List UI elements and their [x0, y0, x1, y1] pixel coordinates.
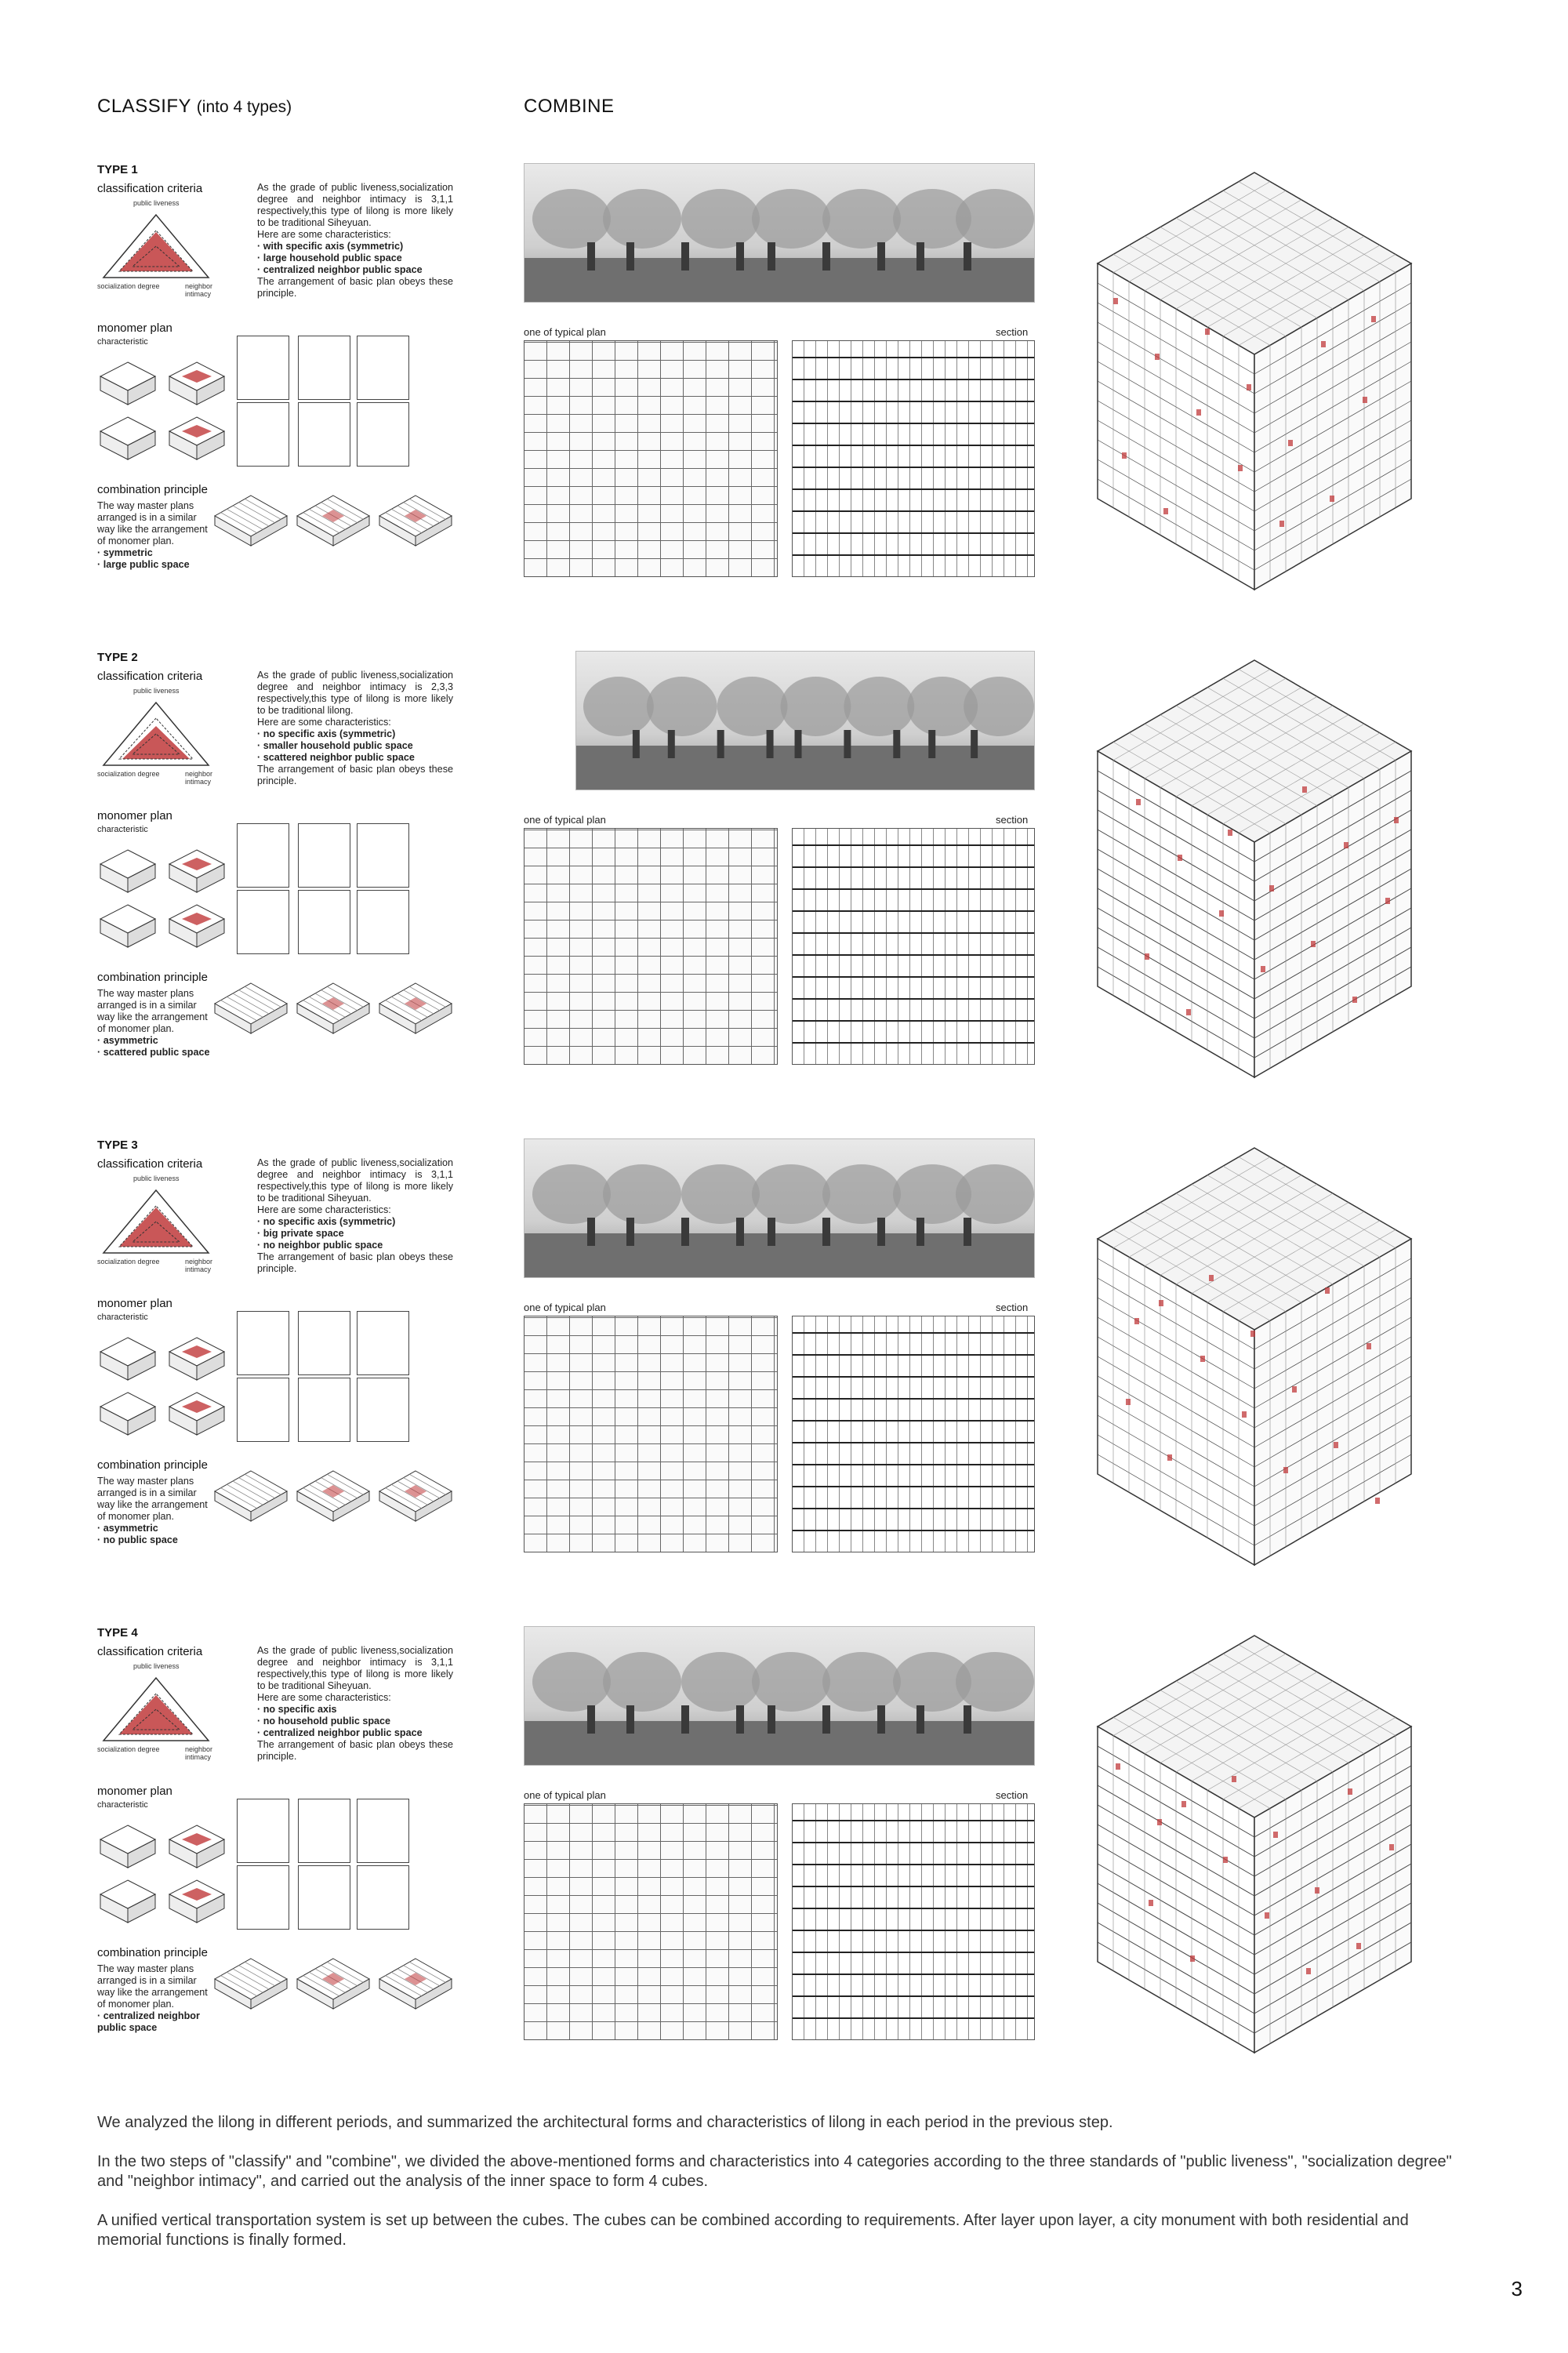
- characteristics-list: [257, 728, 453, 764]
- summary-paragraph-1: We analyzed the lilong in different periods, and summarized the architectural forms and characteristics of lilong in each period in the previous step.: [97, 2114, 1113, 2131]
- description-text: As the grade of public liveness,socialization degree and neighbor intimacy is 3,1,1 respectively,this type of lilong is more likely to be traditional Siheyuan.: [257, 1157, 453, 1204]
- monomer-plan-drawing: [298, 336, 350, 400]
- perspective-rendering: [524, 163, 1035, 303]
- monomer-tile: [97, 1822, 158, 1875]
- combination-diagram: [376, 492, 455, 553]
- criteria-triangle: [97, 209, 215, 287]
- characteristic-item: · with specific axis (symmetric): [257, 241, 404, 252]
- classification-criteria-label: classification criteria: [97, 1645, 203, 1658]
- combination-point: · centralized neighbor public space: [97, 2010, 200, 2033]
- section-drawing: [792, 340, 1035, 577]
- monomer-plan-drawing: [237, 890, 289, 954]
- monomer-tile: [166, 359, 227, 412]
- characteristic-item: · no specific axis (symmetric): [257, 728, 396, 739]
- monomer-tile: [97, 847, 158, 899]
- isometric-cube-drawing: [1090, 157, 1419, 596]
- monomer-tile-icon: [97, 1822, 158, 1871]
- monomer-tile: [166, 414, 227, 467]
- combination-diagram: [294, 980, 372, 1040]
- monomer-tile: [166, 847, 227, 899]
- monomer-tile: [166, 1822, 227, 1875]
- combination-grid-icon: [212, 1955, 290, 2012]
- characteristics-list: [257, 1216, 453, 1251]
- monomer-tile: [97, 1334, 158, 1387]
- monomer-plan-drawing: [357, 402, 409, 467]
- section-drawing: [792, 828, 1035, 1065]
- combination-description: [97, 500, 215, 571]
- classification-criteria-label: classification criteria: [97, 1157, 203, 1171]
- combination-diagram: [294, 1468, 372, 1528]
- typical-plan-label: one of typical plan: [524, 326, 606, 338]
- typical-plan-label: one of typical plan: [524, 1302, 606, 1313]
- combination-text: The way master plans arranged is in a similar way like the arrangement of monomer plan.: [97, 1963, 208, 2010]
- monomer-plan-drawing: [298, 402, 350, 467]
- combination-point: · large public space: [97, 559, 190, 570]
- combination-point: · scattered public space: [97, 1047, 210, 1058]
- public-liveness-label: public liveness: [133, 687, 180, 695]
- monomer-tile-icon: [97, 1334, 158, 1383]
- description-text: As the grade of public liveness,socialization degree and neighbor intimacy is 2,3,3 respectively,this type of lilong is more likely to be traditional lilong.: [257, 670, 453, 716]
- combination-grid-icon: [212, 980, 290, 1037]
- monomer-plan-drawing: [357, 1799, 409, 1863]
- monomer-tile-icon: [166, 359, 227, 408]
- combination-grid-icon: [212, 1468, 290, 1524]
- characteristics-list: [257, 241, 453, 276]
- public-liveness-label: public liveness: [133, 199, 180, 207]
- section-label: section: [996, 814, 1029, 826]
- cube-model: [1090, 645, 1419, 1088]
- characteristics-intro: Here are some characteristics:: [257, 229, 391, 240]
- characteristic-item: · no specific axis (symmetric): [257, 1216, 396, 1227]
- monomer-plan-drawing: [357, 823, 409, 888]
- combination-diagram: [212, 980, 290, 1040]
- type-title: TYPE 4: [97, 1626, 138, 1639]
- combination-grid-icon: [294, 492, 372, 549]
- monomer-tile-icon: [166, 1822, 227, 1871]
- combination-diagram: [294, 492, 372, 553]
- type-description: [257, 1157, 453, 1275]
- monomer-tile: [97, 1389, 158, 1442]
- classification-criteria-label: classification criteria: [97, 670, 203, 683]
- combine-heading: COMBINE: [524, 96, 615, 117]
- combination-grid-icon: [376, 492, 455, 549]
- combination-description: [97, 988, 215, 1058]
- criteria-triangle-diagram: [97, 1184, 215, 1258]
- combination-point: · symmetric: [97, 547, 153, 558]
- public-liveness-label: public liveness: [133, 1662, 180, 1670]
- monomer-plan-drawing: [357, 1865, 409, 1930]
- monomer-tile-icon: [97, 847, 158, 895]
- monomer-tile: [97, 902, 158, 954]
- section-drawing: [792, 1316, 1035, 1552]
- combination-grid-icon: [294, 980, 372, 1037]
- isometric-cube-drawing: [1090, 1620, 1419, 2059]
- characteristic-label: characteristic: [97, 1800, 148, 1810]
- section-label: section: [996, 1302, 1029, 1313]
- combination-grid-icon: [376, 980, 455, 1037]
- description-text: As the grade of public liveness,socialization degree and neighbor intimacy is 3,1,1 respectively,this type of lilong is more likely to be traditional Siheyuan.: [257, 1645, 453, 1691]
- monomer-plan-label: monomer plan: [97, 809, 172, 822]
- combination-diagram: [376, 980, 455, 1040]
- isometric-cube-drawing: [1090, 645, 1419, 1084]
- combination-principle-label: combination principle: [97, 1946, 208, 1959]
- neighbor-intimacy-label: neighbor intimacy: [185, 770, 213, 786]
- characteristic-label: characteristic: [97, 1313, 148, 1322]
- monomer-tile-icon: [97, 1389, 158, 1438]
- characteristic-item: · big private space: [257, 1228, 344, 1239]
- section-label: section: [996, 326, 1029, 338]
- monomer-plan-drawing: [298, 1378, 350, 1442]
- characteristic-item: · smaller household public space: [257, 740, 413, 751]
- criteria-triangle: [97, 1184, 215, 1262]
- combination-text: The way master plans arranged is in a similar way like the arrangement of monomer plan.: [97, 1476, 208, 1522]
- socialization-degree-label: socialization degree: [97, 1258, 160, 1265]
- characteristics-intro: Here are some characteristics:: [257, 1204, 391, 1215]
- monomer-tile-icon: [166, 847, 227, 895]
- characteristic-item: · no neighbor public space: [257, 1240, 383, 1251]
- monomer-plan-drawing: [237, 1865, 289, 1930]
- type-description: [257, 1645, 453, 1763]
- description-text: As the grade of public liveness,socialization degree and neighbor intimacy is 3,1,1 respectively,this type of lilong is more likely to be traditional Siheyuan.: [257, 182, 453, 228]
- monomer-tile-icon: [166, 1389, 227, 1438]
- arrangement-text: The arrangement of basic plan obeys these principle.: [257, 1739, 453, 1762]
- type-description: [257, 670, 453, 787]
- criteria-triangle-diagram: [97, 696, 215, 771]
- characteristic-item: · scattered neighbor public space: [257, 752, 415, 763]
- characteristic-item: · no specific axis: [257, 1704, 337, 1715]
- neighbor-intimacy-label: neighbor intimacy: [185, 1258, 213, 1273]
- monomer-plan-label: monomer plan: [97, 1785, 172, 1798]
- monomer-tile-icon: [166, 414, 227, 463]
- arrangement-text: The arrangement of basic plan obeys these principle.: [257, 764, 453, 786]
- monomer-tile-icon: [97, 902, 158, 950]
- characteristics-intro: Here are some characteristics:: [257, 717, 391, 728]
- combination-diagram: [376, 1955, 455, 2016]
- monomer-plan-drawing: [237, 1311, 289, 1375]
- combination-diagram: [212, 1955, 290, 2016]
- monomer-plan-label: monomer plan: [97, 321, 172, 335]
- type-block: [0, 651, 1568, 1121]
- monomer-tile: [166, 1877, 227, 1930]
- monomer-plan-drawing: [298, 1799, 350, 1863]
- monomer-tile: [166, 1389, 227, 1442]
- monomer-plan-drawing: [357, 1311, 409, 1375]
- monomer-plan-drawing: [298, 1865, 350, 1930]
- summary-paragraph-3: A unified vertical transportation system is set up between the cubes. The cubes can be combined according to requirements. After layer upon layer, a city monument with both residential and memorial functions is finally formed.: [97, 2212, 1409, 2249]
- rendering-sketch: [524, 1139, 1034, 1277]
- rendering-sketch: [524, 164, 1034, 302]
- monomer-plan-drawing: [357, 890, 409, 954]
- typical-plan-drawing: [524, 1803, 778, 2040]
- cube-model: [1090, 157, 1419, 600]
- combination-description: [97, 1963, 215, 2034]
- typical-plan-label: one of typical plan: [524, 814, 606, 826]
- characteristic-item: · centralized neighbor public space: [257, 264, 423, 275]
- combination-grid-icon: [212, 492, 290, 549]
- perspective-rendering: [524, 1626, 1035, 1766]
- combination-principle-label: combination principle: [97, 971, 208, 984]
- criteria-triangle: [97, 1672, 215, 1750]
- rendering-sketch: [576, 652, 1034, 790]
- combination-grid-icon: [376, 1468, 455, 1524]
- characteristics-intro: Here are some characteristics:: [257, 1692, 391, 1703]
- combination-description: [97, 1476, 215, 1546]
- public-liveness-label: public liveness: [133, 1175, 180, 1182]
- combination-principle-label: combination principle: [97, 483, 208, 496]
- monomer-plan-drawing: [237, 1799, 289, 1863]
- combination-principle-label: combination principle: [97, 1458, 208, 1472]
- typical-plan-label: one of typical plan: [524, 1789, 606, 1801]
- monomer-tile-icon: [97, 414, 158, 463]
- combination-diagram: [376, 1468, 455, 1528]
- type-block: [0, 163, 1568, 634]
- typical-plan-drawing: [524, 828, 778, 1065]
- rendering-sketch: [524, 1627, 1034, 1765]
- characteristic-item: · large household public space: [257, 252, 402, 263]
- combination-grid-icon: [294, 1468, 372, 1524]
- characteristic-label: characteristic: [97, 825, 148, 834]
- isometric-cube-drawing: [1090, 1132, 1419, 1571]
- neighbor-intimacy-label: neighbor intimacy: [185, 1745, 213, 1761]
- monomer-tile: [166, 902, 227, 954]
- section-drawing: [792, 1803, 1035, 2040]
- combination-diagram: [212, 492, 290, 553]
- monomer-tile-icon: [97, 1877, 158, 1926]
- monomer-plan-drawing: [298, 1311, 350, 1375]
- perspective-rendering: [524, 1138, 1035, 1278]
- section-label: section: [996, 1789, 1029, 1801]
- monomer-tile: [166, 1334, 227, 1387]
- criteria-triangle-diagram: [97, 1672, 215, 1746]
- cube-model: [1090, 1132, 1419, 1575]
- type-title: TYPE 3: [97, 1138, 138, 1152]
- monomer-tile-icon: [166, 902, 227, 950]
- monomer-plan-drawing: [237, 402, 289, 467]
- arrangement-text: The arrangement of basic plan obeys these principle.: [257, 1251, 453, 1274]
- typical-plan-drawing: [524, 1316, 778, 1552]
- monomer-plan-drawing: [298, 890, 350, 954]
- characteristic-item: · centralized neighbor public space: [257, 1727, 423, 1738]
- classification-criteria-label: classification criteria: [97, 182, 203, 195]
- combination-diagram: [212, 1468, 290, 1528]
- type-title: TYPE 1: [97, 163, 138, 176]
- combination-grid-icon: [376, 1955, 455, 2012]
- monomer-plan-drawing: [237, 1378, 289, 1442]
- classify-title: CLASSIFY: [97, 96, 191, 117]
- type-description: [257, 182, 453, 300]
- monomer-tile: [97, 1877, 158, 1930]
- monomer-tile-icon: [166, 1877, 227, 1926]
- combination-diagram: [294, 1955, 372, 2016]
- monomer-tile: [97, 359, 158, 412]
- monomer-tile: [97, 414, 158, 467]
- combination-grid-icon: [294, 1955, 372, 2012]
- monomer-plan-drawing: [298, 823, 350, 888]
- monomer-plan-drawing: [237, 336, 289, 400]
- combination-point: · asymmetric: [97, 1035, 158, 1046]
- monomer-plan-drawing: [237, 823, 289, 888]
- type-block: [0, 1138, 1568, 1609]
- combination-point: · no public space: [97, 1534, 178, 1545]
- neighbor-intimacy-label: neighbor intimacy: [185, 282, 213, 298]
- monomer-tile-icon: [166, 1334, 227, 1383]
- arrangement-text: The arrangement of basic plan obeys these principle.: [257, 276, 453, 299]
- characteristic-item: · no household public space: [257, 1716, 391, 1727]
- typical-plan-drawing: [524, 340, 778, 577]
- combination-point: · asymmetric: [97, 1523, 158, 1534]
- monomer-plan-drawing: [357, 336, 409, 400]
- characteristic-label: characteristic: [97, 337, 148, 347]
- combination-text: The way master plans arranged is in a similar way like the arrangement of monomer plan.: [97, 500, 208, 546]
- monomer-plan-label: monomer plan: [97, 1297, 172, 1310]
- classify-subtitle: (into 4 types): [196, 98, 292, 116]
- type-title: TYPE 2: [97, 651, 138, 664]
- monomer-tile-icon: [97, 359, 158, 408]
- criteria-triangle: [97, 696, 215, 775]
- summary-paragraph-2: In the two steps of "classify" and "combine", we divided the above-mentioned forms and characteristics into 4 categories according to the three standards of "public liveness", "socialization degree" and "neighbor intimacy", and carried out the analysis of the inner space to form 4 cubes.: [97, 2153, 1452, 2190]
- criteria-triangle-diagram: [97, 209, 215, 283]
- cube-model: [1090, 1620, 1419, 2063]
- type-block: [0, 1626, 1568, 2097]
- combination-text: The way master plans arranged is in a similar way like the arrangement of monomer plan.: [97, 988, 208, 1034]
- perspective-rendering: [575, 651, 1035, 790]
- page-number: 3: [1511, 2277, 1523, 2300]
- classify-heading: [97, 96, 292, 118]
- characteristics-list: [257, 1704, 453, 1739]
- monomer-plan-drawing: [357, 1378, 409, 1442]
- socialization-degree-label: socialization degree: [97, 770, 160, 778]
- socialization-degree-label: socialization degree: [97, 1745, 160, 1753]
- socialization-degree-label: socialization degree: [97, 282, 160, 290]
